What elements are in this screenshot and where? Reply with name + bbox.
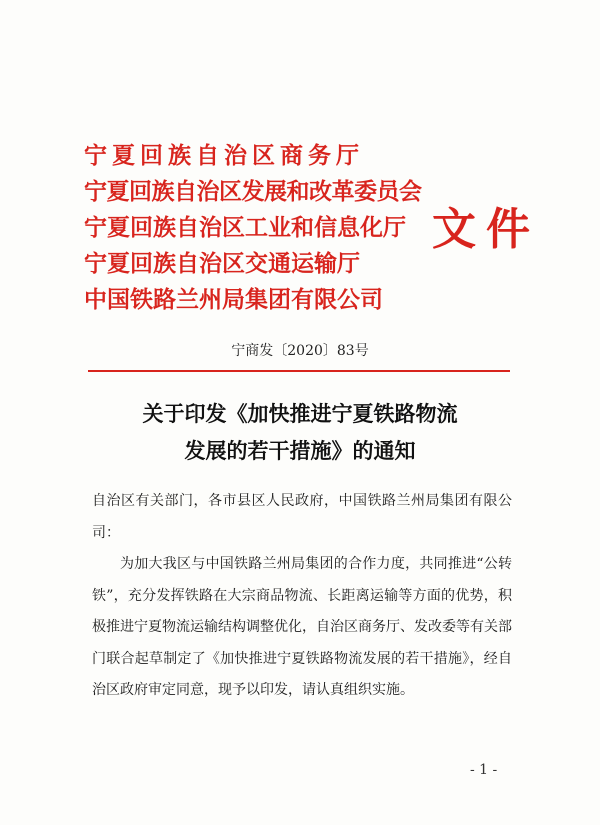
title-line-1: 关于印发《加快推进宁夏铁路物流 <box>142 401 458 426</box>
issuer-development-reform: 宁夏回族自治区发展和改革委员会 <box>84 178 422 205</box>
addressee-line: 自治区有关部门，各市县区人民政府，中国铁路兰州局集团有限公司： <box>92 493 512 541</box>
red-divider-line <box>88 370 510 372</box>
issuer-railway-group: 中国铁路兰州局集团有限公司 <box>84 286 383 313</box>
issuer-transport: 宁夏回族自治区交通运输厅 <box>84 250 360 277</box>
document-body <box>92 486 512 707</box>
issuer-industry-it: 宁夏回族自治区工业和信息化厅 <box>84 214 406 241</box>
page-number: - 1 - <box>470 762 498 778</box>
body-paragraph: 为加大我区与中国铁路兰州局集团的合作力度，共同推进“公转铁”，充分发挥铁路在大宗商品物流、长距离运输等方面的优势，积极推进宁夏物流运输结构调整优化，自治区商务厅、发改委等有关部门联合起草制定了《加快推进宁夏铁路物流发展的若干措施》，经自治区政府审定同意，现予以印发，请认真组织实施。 <box>92 556 512 698</box>
document-type-label: 文件 <box>432 204 540 255</box>
document-number: 宁商发〔2020〕83号 <box>231 343 369 359</box>
title-line-2: 发展的若干措施》的通知 <box>184 438 416 463</box>
issuing-authorities <box>84 138 424 318</box>
issuer-commerce: 宁夏回族自治区商务厅 <box>84 142 364 169</box>
document-title <box>0 395 600 469</box>
